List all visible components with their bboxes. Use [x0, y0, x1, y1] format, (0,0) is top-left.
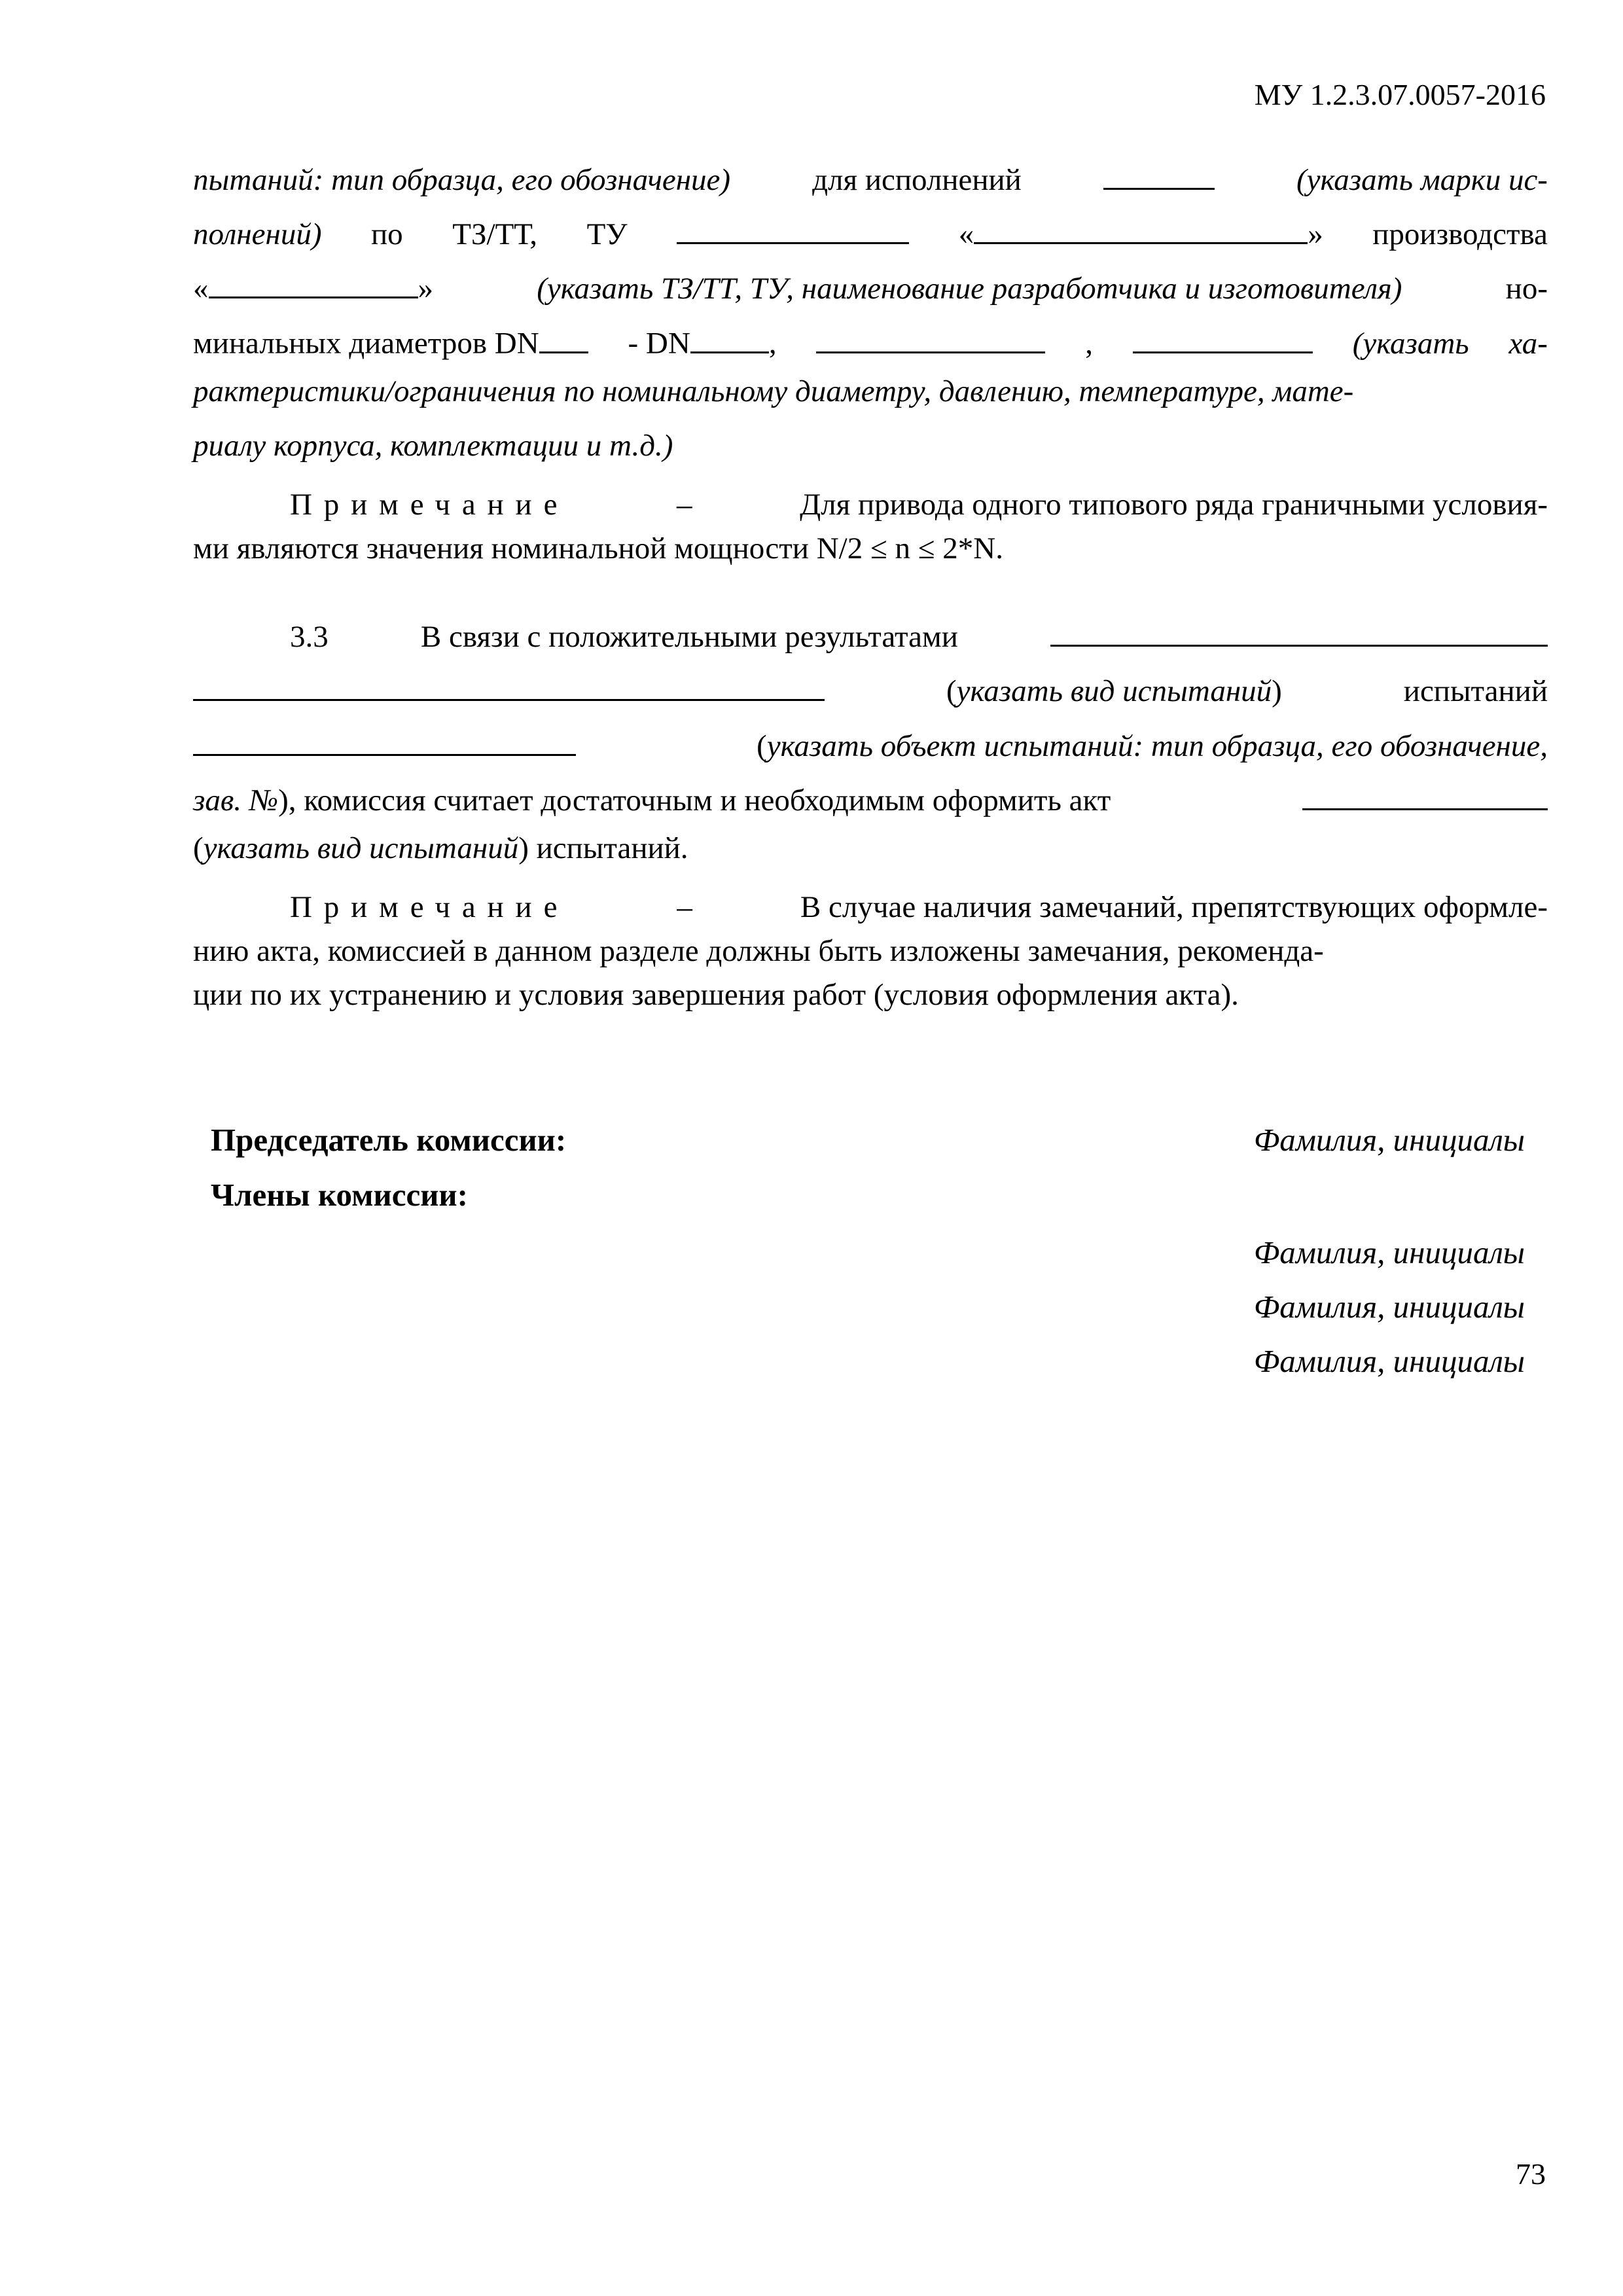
note-label: Примечание [290, 890, 569, 924]
page-number: 73 [1516, 2157, 1546, 2191]
text: ТЗ/ТТ, [452, 217, 538, 251]
chairman-label: Председатель комиссии: [211, 1122, 567, 1158]
para1-line3 [193, 267, 1548, 304]
text: производства [1372, 217, 1548, 251]
quote-close: » [418, 271, 433, 306]
document-code: МУ 1.2.3.07.0057-2016 [1254, 78, 1546, 111]
section33-line4 [193, 779, 1548, 816]
member-name: Фамилия, инициалы [1253, 1289, 1525, 1325]
text: , [1085, 326, 1093, 361]
text: В связи с положительными результатами [420, 619, 958, 654]
note-dash: – [677, 890, 692, 924]
parenthetical: (указать вид испытаний) [946, 673, 1282, 708]
text: по [371, 217, 403, 251]
blank-field [539, 322, 588, 353]
text: В случае наличия замечаний, препятствующих оформле- [800, 890, 1548, 924]
section33-line1 [290, 615, 1548, 653]
note-dash: – [676, 488, 692, 522]
blank-field [193, 725, 576, 756]
blank-field [677, 213, 909, 244]
note-label: Примечание [290, 488, 569, 522]
text: (указать [1352, 326, 1469, 361]
blank-field [816, 322, 1045, 353]
note2-line2: нию акта, комиссией в данном разделе должны быть изложены замечания, рекоменда- [193, 934, 1324, 968]
para1-line2 [193, 213, 1548, 250]
text: испытаний [1403, 673, 1548, 708]
text: зав. № [193, 783, 279, 817]
text: указать вид испытаний [956, 673, 1272, 708]
chairman-name: Фамилия, инициалы [1253, 1122, 1525, 1158]
text: для исполнений [812, 162, 1022, 197]
members-label: Члены комиссии: [211, 1177, 468, 1213]
text: - DN [628, 326, 690, 361]
parenthetical: (указать объект испытаний: тип образца, его обозначение, [757, 728, 1548, 763]
blank-field [1133, 322, 1313, 353]
para1-line6: риалу корпуса, комплектации и т.д.) [193, 429, 673, 463]
text: Для привода одного типового ряда граничными условия- [800, 488, 1548, 522]
blank-field [1050, 615, 1548, 647]
quote-close: » [1308, 217, 1323, 251]
text: , [768, 326, 777, 361]
quote-open: « [958, 217, 974, 251]
quoted-field [959, 213, 1323, 250]
quoted-field [193, 267, 433, 304]
note1-line2: ми являются значения номинальной мощности N/2 ≤ n ≤ 2*N. [193, 531, 1003, 565]
text: но- [1505, 271, 1548, 306]
text: ) испытаний. [518, 831, 688, 865]
text: пытаний: тип образца, его обозначение) [193, 162, 731, 197]
text: ТУ [586, 217, 628, 251]
text: ха- [1508, 326, 1548, 361]
text: указать объект испытаний: тип образца, его обозначение, [766, 728, 1548, 763]
section-number: 3.3 [290, 619, 329, 654]
section33-line3 [193, 725, 1548, 762]
blank-field [974, 213, 1308, 244]
text: минальных диаметров DN [193, 326, 539, 361]
text: (указать марки ис- [1296, 162, 1548, 197]
blank-field [1302, 779, 1548, 810]
text: (указать ТЗ/ТТ, ТУ, наименование разработчика и изготовителя) [537, 271, 1402, 306]
member-name: Фамилия, инициалы [1253, 1234, 1525, 1270]
dn-range [193, 322, 588, 359]
para1-line5: рактеристики/ограничения по номинальному диаметру, давлению, температуре, мате- [193, 374, 1354, 408]
note1-line1 [290, 490, 1548, 520]
member-name: Фамилия, инициалы [1253, 1343, 1525, 1379]
text: указать вид испытаний [203, 831, 519, 865]
blank-field [690, 322, 769, 353]
quote-open: « [193, 271, 209, 306]
dn-range [628, 322, 777, 359]
note2-line3: ции по их устранению и условия завершения работ (условия оформления акта). [193, 978, 1239, 1012]
blank-field [193, 670, 825, 701]
blank-field [209, 267, 418, 298]
note2-line1 [290, 892, 1548, 923]
text: полнений) [193, 217, 322, 251]
para1-line4 [193, 322, 1548, 359]
text: ), комиссия считает достаточным и необходимым оформить акт [278, 783, 1111, 817]
blank-field [1103, 158, 1215, 190]
sentence [193, 785, 1111, 816]
section33-line2 [193, 670, 1548, 707]
para1-line1 [193, 158, 1548, 196]
section33-line5: (указать вид испытаний) испытаний. [193, 831, 688, 865]
